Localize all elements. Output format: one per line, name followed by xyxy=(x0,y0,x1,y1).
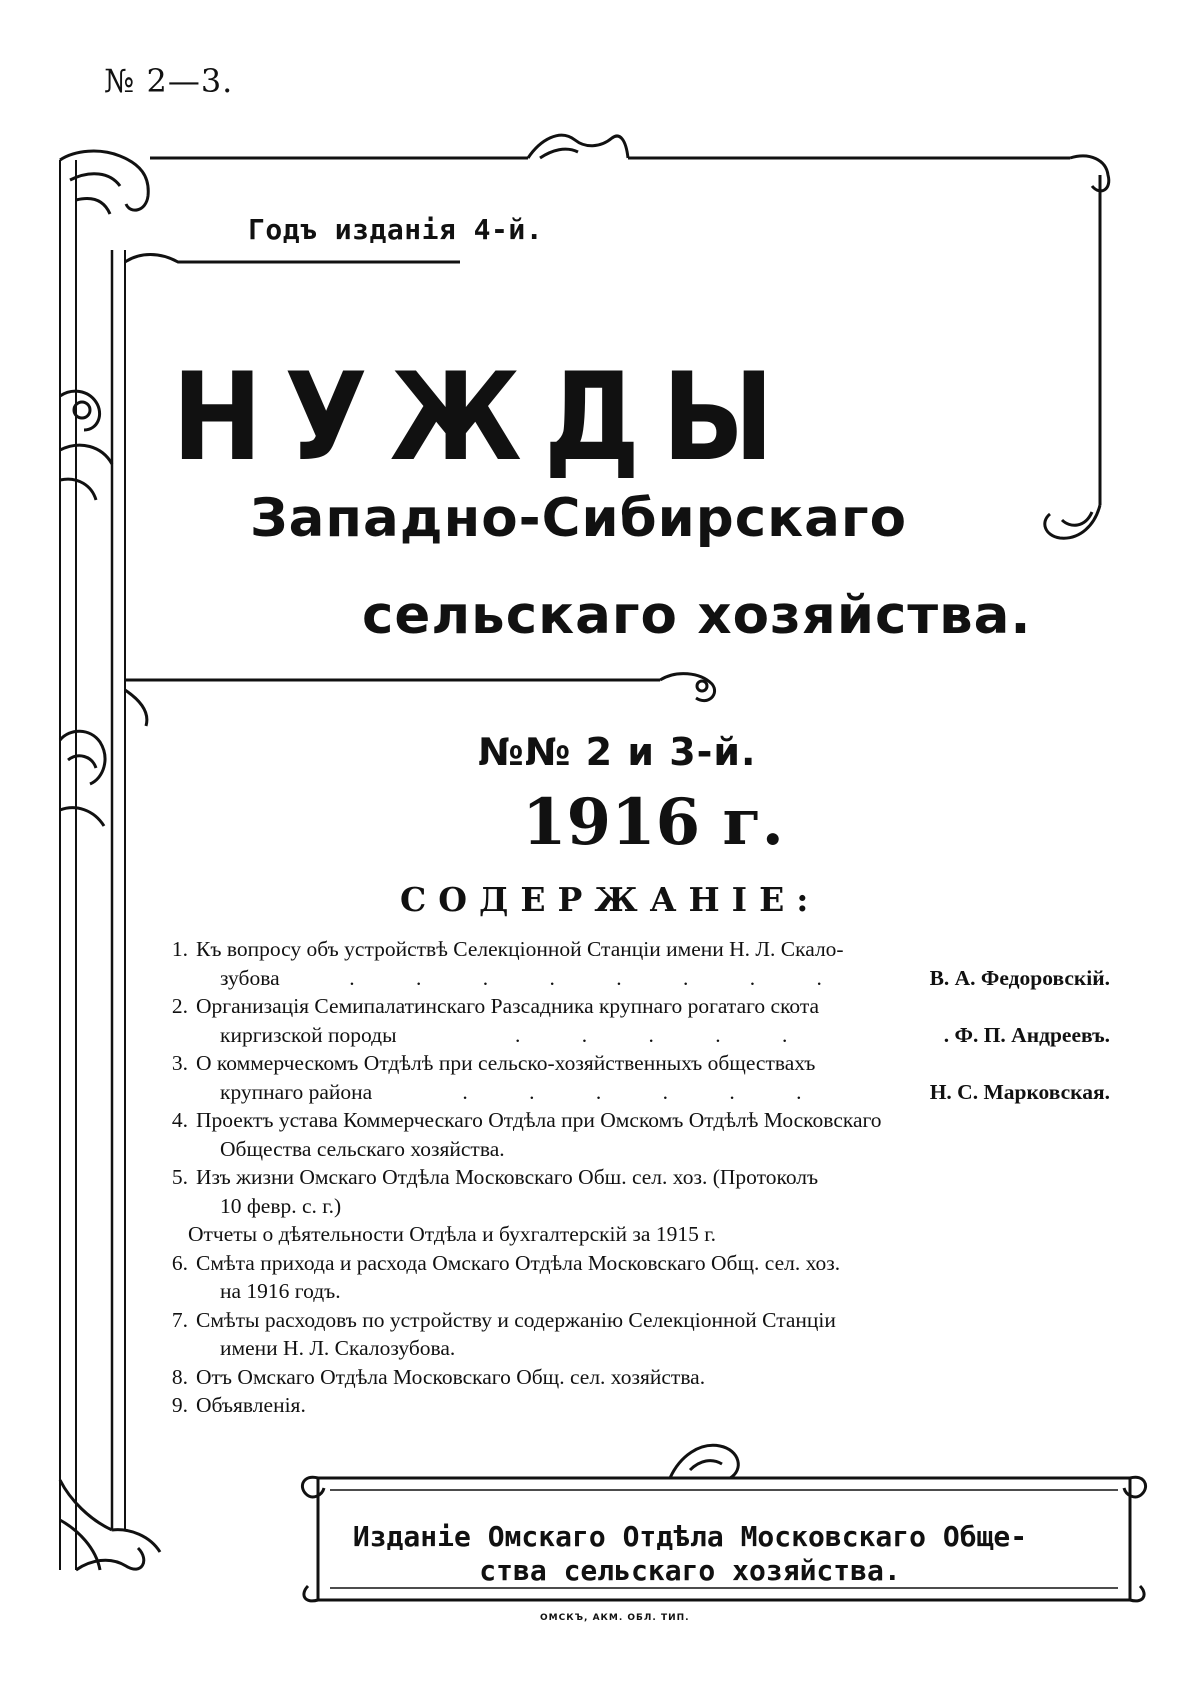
year-of-publication: Годъ изданія 4-й. xyxy=(248,213,544,246)
toc-item xyxy=(150,1106,1110,1135)
toc-item-title: О коммерческомъ Отдѣлѣ при сельско-хозяйственныхъ обществахъ xyxy=(196,1051,816,1075)
toc-item xyxy=(150,1363,1110,1392)
toc-leader-dots: . . . . . . . . xyxy=(349,965,850,990)
toc-item xyxy=(150,935,1110,964)
journal-title: НУЖДЫ xyxy=(172,348,796,488)
printer-imprint: ОМСКЪ, АКМ. ОБЛ. ТИП. xyxy=(540,1613,690,1623)
toc-item-author: Н. С. Марковская. xyxy=(929,1079,1110,1104)
issue-number-corner: № 2—3. xyxy=(104,62,234,100)
toc-item xyxy=(150,1049,1110,1078)
contents-heading: СОДЕРЖАНІЕ: xyxy=(400,880,821,919)
toc-item-continuation xyxy=(150,1334,1110,1363)
toc-item-number: 4. xyxy=(171,1108,188,1132)
publisher-line1: Изданіе Омскаго Отдѣла Московскаго Обще- xyxy=(352,1520,1028,1553)
toc-item xyxy=(150,1391,1110,1420)
toc-item xyxy=(150,1306,1110,1335)
toc-item-continuation xyxy=(150,1021,1110,1050)
table-of-contents xyxy=(150,935,1110,1420)
toc-item-title: Объявленія. xyxy=(196,1393,306,1417)
toc-item-continuation xyxy=(150,1220,1110,1249)
toc-item-continuation xyxy=(150,1078,1110,1107)
toc-item-title: Смѣта прихода и расхода Омскаго Отдѣла Московскаго Общ. сел. хоз. xyxy=(196,1250,841,1275)
toc-item-continuation xyxy=(150,1277,1110,1306)
toc-item-title: Изъ жизни Омскаго Отдѣла Московскаго Обш. сел. хоз. (Протоколъ xyxy=(196,1165,819,1189)
toc-item xyxy=(150,992,1110,1021)
toc-item-number: 6. xyxy=(171,1250,188,1275)
toc-item-title-cont: киргизской породы xyxy=(220,1022,397,1047)
issue-year: 1916 г. xyxy=(522,785,784,860)
publisher-notice xyxy=(330,1520,1050,1588)
toc-item-author: . Ф. П. Андреевъ. xyxy=(943,1022,1110,1047)
toc-item-title: Смѣты расходовъ по устройству и содержанію Селекціонной Станціи xyxy=(196,1307,836,1332)
toc-item-number: 3. xyxy=(171,1051,188,1075)
toc-item-number: 7. xyxy=(171,1307,188,1332)
toc-item-title-cont: 10 февр. с. г.) xyxy=(220,1193,342,1218)
toc-item-number: 9. xyxy=(171,1393,188,1417)
journal-subtitle-line2: сельскаго хозяйства. xyxy=(362,585,1032,646)
toc-item-title: Проектъ устава Коммерческаго Отдѣла при Омскомъ Отдѣлѣ Московскаго xyxy=(196,1108,882,1132)
toc-item xyxy=(150,1163,1110,1192)
toc-item-title-cont: имени Н. Л. Скалозубова. xyxy=(220,1336,456,1360)
toc-item-author: В. А. Федоровскій. xyxy=(929,965,1110,990)
toc-item-number: 8. xyxy=(171,1364,188,1389)
toc-item-title-cont: на 1916 годъ. xyxy=(220,1279,341,1303)
toc-item-continuation xyxy=(150,964,1110,993)
toc-item-title: Отъ Омскаго Отдѣла Московскаго Общ. сел. хозяйства. xyxy=(196,1364,706,1389)
toc-leader-dots: . . . . . . xyxy=(462,1079,830,1104)
toc-item-number: 5. xyxy=(171,1165,188,1189)
toc-item-title: Организація Семипалатинскаго Разсадника крупнаго рогатаго скота xyxy=(196,994,820,1018)
toc-item-title-cont: крупнаго района xyxy=(220,1079,373,1104)
toc-item-title: Къ вопросу объ устройствѣ Селекціонной Станціи имени Н. Л. Скало- xyxy=(196,937,844,961)
toc-item xyxy=(150,1249,1110,1278)
toc-item-number: 1. xyxy=(171,937,188,961)
publisher-line2: ства сельскаго хозяйства. xyxy=(479,1554,901,1587)
toc-leader-dots: . . . . . xyxy=(514,1022,816,1047)
toc-item-continuation xyxy=(150,1192,1110,1221)
toc-item-continuation xyxy=(150,1135,1110,1164)
journal-subtitle-line1: Западно-Сибирскаго xyxy=(250,488,908,549)
toc-item-title-cont: зубова xyxy=(220,965,280,990)
toc-item-title-cont: Общества сельскаго хозяйства. xyxy=(220,1136,505,1161)
toc-item-subtitle: Отчеты о дѣятельности Отдѣла и бухгалтерскій за 1915 г. xyxy=(188,1222,716,1246)
issue-numbers: №№ 2 и 3-й. xyxy=(478,730,757,774)
toc-item-number: 2. xyxy=(171,994,188,1018)
